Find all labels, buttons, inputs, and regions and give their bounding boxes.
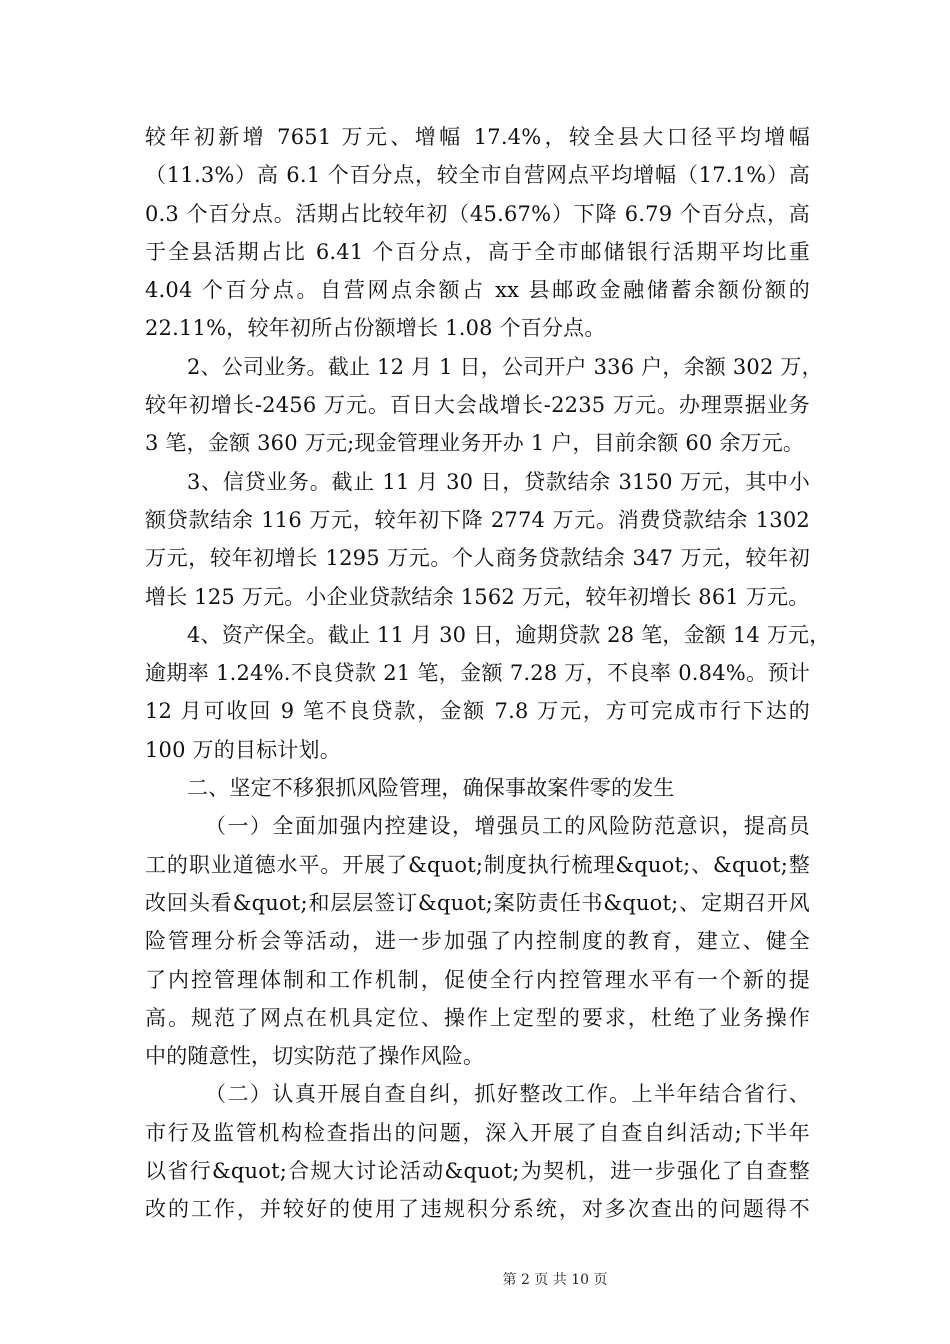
text-line: 较年初新增 7651 万元、增幅 17.4%，较全县大口径平均增幅 bbox=[145, 125, 810, 149]
text-line: 100 万的目标计划。 bbox=[145, 737, 341, 762]
text-line: 逾期率 1.24%.不良贷款 21 笔，金额 7.28 万，不良率 0.84%。预计 bbox=[145, 661, 810, 686]
text-line: 工的职业道德水平。开展了&quot;制度执行梳理&quot;、&quot;整 bbox=[145, 852, 810, 877]
paragraph-start-line: （一）全面加强内控建设，增强员工的风险防范意识，提高员 bbox=[205, 814, 810, 839]
text-line: 万元，较年初增长 1295 万元。个人商务贷款结余 347 万元，较年初 bbox=[145, 546, 810, 571]
text-line: 3 笔，金额 360 万元;现金管理业务开办 1 户，目前余额 60 余万元。 bbox=[145, 431, 805, 456]
text-line: 改的工作，并较好的使用了违规积分系统，对多次查出的问题得不 bbox=[145, 1197, 810, 1222]
paragraph-start-line: 2、公司业务。截止 12 月 1 日，公司开户 336 户，余额 302 万， bbox=[187, 354, 823, 379]
text-line: 险管理分析会等活动，进一步加强了内控制度的教育，建立、健全 bbox=[145, 929, 810, 954]
document-body bbox=[145, 118, 831, 1229]
text-line: 增长 125 万元。小企业贷款结余 1562 万元，较年初增长 861 万元。 bbox=[145, 584, 810, 609]
text-line: 于全县活期占比 6.41 个百分点，高于全市邮储银行活期平均比重 bbox=[145, 239, 810, 264]
text-line: （11.3%）高 6.1 个百分点，较全市自营网点平均增幅（17.1%）高 bbox=[145, 163, 810, 188]
text-line: 中的随意性，切实防范了操作风险。 bbox=[145, 1044, 485, 1069]
paragraph-start-line: （二）认真开展自查自纠，抓好整改工作。上半年结合省行、 bbox=[205, 1082, 810, 1107]
text-line: 较年初增长-2456 万元。百日大会战增长-2235 万元。办理票据业务 bbox=[145, 393, 810, 418]
text-line: 改回头看&quot;和层层签订&quot;案防责任书&quot;、定期召开风 bbox=[145, 890, 810, 915]
text-line: 了内控管理体制和工作机制，促使全行内控管理水平有一个新的提 bbox=[145, 967, 810, 992]
section-heading: 二、坚定不移狠抓风险管理，确保事故案件零的发生 bbox=[187, 776, 675, 801]
text-line: 22.11%，较年初所占份额增长 1.08 个百分点。 bbox=[145, 316, 606, 341]
page-number-footer: 第 2 页 共 10 页 bbox=[502, 1272, 608, 1288]
text-line: 0.3 个百分点。活期占比较年初（45.67%）下降 6.79 个百分点，高 bbox=[145, 201, 810, 226]
paragraph-start-line: 3、信贷业务。截止 11 月 30 日，贷款结余 3150 万元，其中小 bbox=[187, 469, 810, 494]
text-line: 额贷款结余 116 万元，较年初下降 2774 万元。消费贷款结余 1302 bbox=[145, 507, 810, 532]
text-line: 以省行&quot;合规大讨论活动&quot;为契机，进一步强化了自查整 bbox=[145, 1159, 810, 1184]
text-line: 高。规范了网点在机具定位、操作上定型的要求，杜绝了业务操作 bbox=[145, 1005, 810, 1030]
paragraph-start-line: 4、资产保全。截止 11 月 30 日，逾期贷款 28 笔，金额 14 万元， bbox=[187, 622, 831, 647]
text-line: 12 月可收回 9 笔不良贷款，金额 7.8 万元，方可完成市行下达的 bbox=[145, 699, 810, 724]
text-line: 市行及监管机构检查指出的问题，深入开展了自查自纠活动;下半年 bbox=[145, 1120, 810, 1145]
text-line: 4.04 个百分点。自营网点余额占 xx 县邮政金融储蓄余额份额的 bbox=[145, 278, 810, 303]
